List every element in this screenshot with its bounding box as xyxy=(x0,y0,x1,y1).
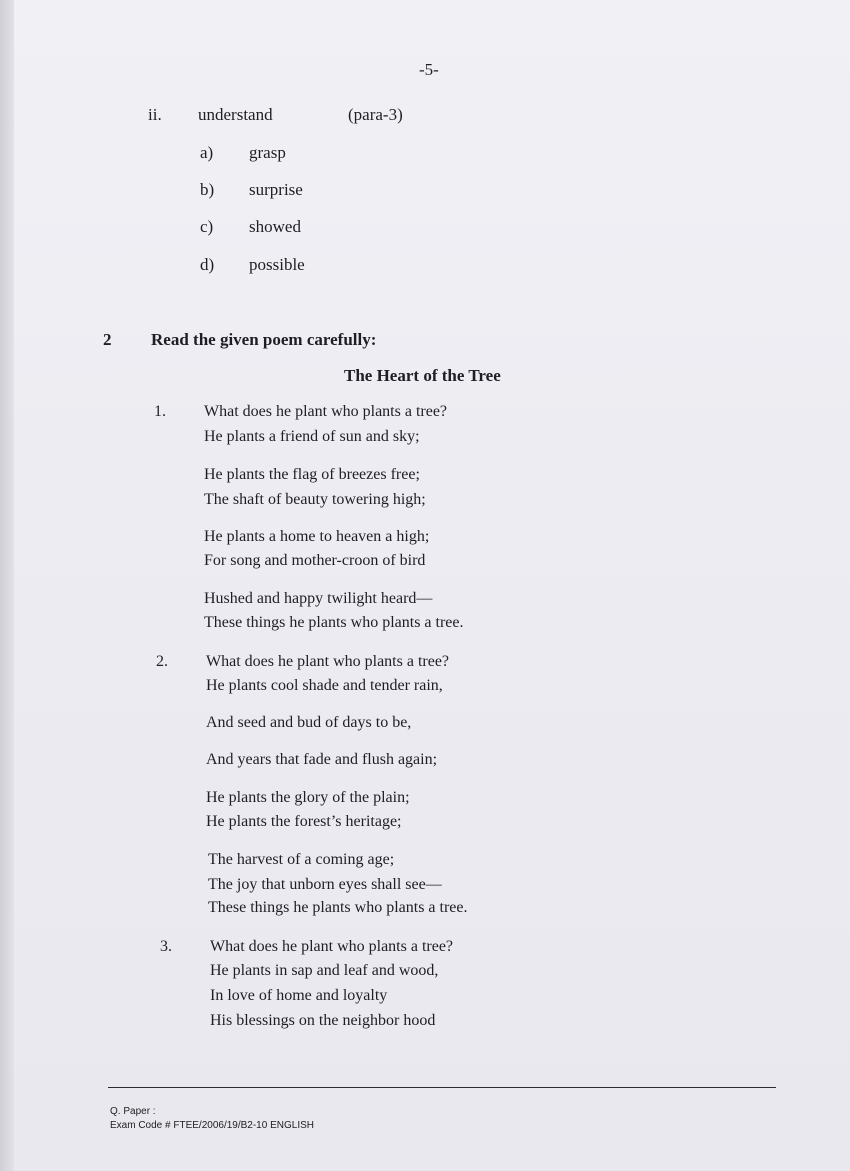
poem-line: And seed and bud of days to be, xyxy=(206,714,412,731)
poem-title: The Heart of the Tree xyxy=(344,366,501,385)
option-letter: a) xyxy=(200,143,214,162)
option-text: showed xyxy=(249,217,301,236)
poem-line: He plants in sap and leaf and wood, xyxy=(210,962,439,979)
option-letter: d) xyxy=(200,255,215,274)
vocab-reference: (para-3) xyxy=(348,105,403,124)
poem-line: And years that fade and flush again; xyxy=(206,751,438,768)
question-number: 2 xyxy=(103,330,112,349)
vocab-word: understand xyxy=(198,105,273,124)
poem-line: He plants a friend of sun and sky; xyxy=(204,428,420,445)
poem-line: For song and mother-croon of bird xyxy=(204,552,426,569)
poem-line: In love of home and loyalty xyxy=(210,987,388,1004)
poem-line: Hushed and happy twilight heard— xyxy=(204,590,433,607)
option-text: surprise xyxy=(249,180,303,199)
poem-line: What does he plant who plants a tree? xyxy=(204,403,448,420)
poem-line: These things he plants who plants a tree. xyxy=(204,614,464,631)
poem-line: These things he plants who plants a tree. xyxy=(208,899,468,916)
option-letter: b) xyxy=(200,180,215,199)
poem-line: He plants the glory of the plain; xyxy=(206,789,410,806)
option-text: possible xyxy=(249,255,305,274)
page-number: -5- xyxy=(419,60,439,79)
poem-line: He plants the flag of breezes free; xyxy=(204,466,420,483)
poem-line: What does he plant who plants a tree? xyxy=(210,938,454,955)
poem-line: The shaft of beauty towering high; xyxy=(204,491,426,508)
poem-line: He plants the forest’s heritage; xyxy=(206,813,402,830)
footer-qpaper-label: Q. Paper : xyxy=(110,1106,156,1117)
poem-line: His blessings on the neighbor hood xyxy=(210,1012,436,1029)
stanza-number: 2. xyxy=(156,653,168,670)
footer-divider xyxy=(108,1087,776,1088)
poem-line: The joy that unborn eyes shall see— xyxy=(208,876,442,893)
page-edge-shadow xyxy=(0,0,14,1171)
poem-line: He plants a home to heaven a high; xyxy=(204,528,430,545)
option-text: grasp xyxy=(249,143,286,162)
vocab-item-number: ii. xyxy=(148,105,162,124)
option-letter: c) xyxy=(200,217,214,236)
question-instruction: Read the given poem carefully: xyxy=(151,330,377,349)
poem-line: What does he plant who plants a tree? xyxy=(206,653,450,670)
footer-exam-code: Exam Code # FTEE/2006/19/B2-10 ENGLISH xyxy=(110,1120,314,1131)
stanza-number: 3. xyxy=(160,938,172,955)
poem-line: The harvest of a coming age; xyxy=(208,851,395,868)
poem-line: He plants cool shade and tender rain, xyxy=(206,677,443,694)
stanza-number: 1. xyxy=(154,403,166,420)
